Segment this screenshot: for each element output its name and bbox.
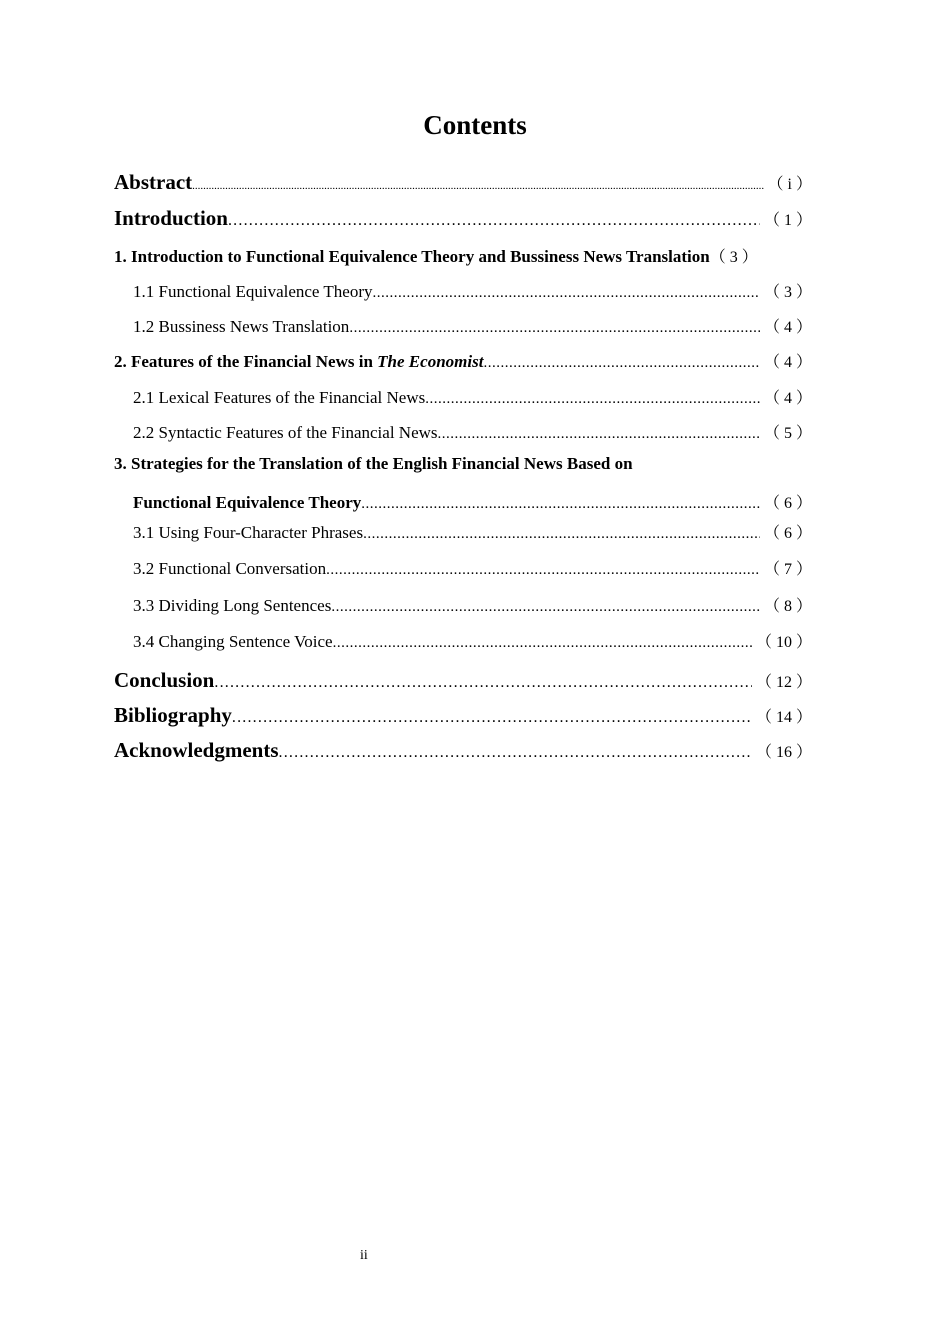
toc-entry-introduction[interactable]: [114, 206, 812, 231]
toc-page-number: （ 10 ）: [755, 634, 812, 651]
toc-label: 3.4 Changing Sentence Voice: [133, 632, 333, 651]
toc-entry-section-3-3[interactable]: [133, 593, 812, 616]
toc-page-number: （ 8 ）: [763, 598, 812, 615]
dot-leader: [279, 744, 752, 762]
toc-label: Conclusion: [114, 668, 215, 692]
dot-leader: [333, 635, 752, 652]
toc-label: 1.2 Bussiness News Translation: [133, 317, 350, 336]
toc-page-number: （ 4 ）: [763, 390, 812, 407]
toc-entry-chapter-1[interactable]: [114, 244, 828, 267]
dot-leader: [363, 526, 760, 543]
toc-label: 3.1 Using Four-Character Phrases: [133, 523, 364, 542]
toc-label-italic: The Economist: [377, 352, 484, 371]
toc-label: Introduction: [114, 206, 228, 230]
toc-page-number: （ 4 ）: [763, 354, 812, 371]
toc-label: [114, 352, 483, 372]
toc-entry-chapter-3-continued[interactable]: [133, 490, 812, 513]
toc-entry-section-2-1[interactable]: [133, 385, 812, 408]
toc-entry-section-3-2[interactable]: [133, 556, 812, 579]
dot-leader: [373, 285, 760, 302]
dot-leader: [425, 391, 760, 408]
toc-page-number: （ i ）: [767, 176, 812, 193]
toc-label: Bibliography: [114, 703, 232, 727]
toc-label: Acknowledgments: [114, 738, 279, 762]
toc-label: 3.3 Dividing Long Sentences: [133, 596, 332, 615]
toc-page-number: （ 6 ）: [763, 495, 812, 512]
toc-entry-section-1-1[interactable]: [133, 279, 812, 302]
toc-entry-chapter-3[interactable]: [114, 454, 828, 474]
toc-page-number: （ 14 ）: [755, 709, 812, 726]
dot-leader: [232, 709, 752, 727]
dot-leader: [192, 180, 763, 192]
toc-label: 2.2 Syntactic Features of the Financial News: [133, 423, 438, 442]
dot-leader: [214, 674, 752, 692]
toc-entry-bibliography[interactable]: [114, 703, 812, 728]
dot-leader: [438, 426, 760, 443]
toc-page-number: （ 6 ）: [763, 525, 812, 542]
toc-page-number: （ 3 ）: [763, 284, 812, 301]
toc-entry-section-2-2[interactable]: [133, 420, 812, 443]
toc-label: 1. Introduction to Functional Equivalence Theory and Bussiness News Translation: [114, 247, 710, 266]
dot-leader: [349, 320, 760, 337]
toc-entry-section-1-2[interactable]: [133, 314, 812, 337]
toc-label-prefix: 2. Features of the Financial News in: [114, 352, 378, 371]
footer-page-number: ii: [360, 1248, 368, 1263]
toc-entry-section-3-4[interactable]: [133, 629, 812, 652]
toc-label: 2.1 Lexical Features of the Financial News: [133, 388, 426, 407]
toc-label: 1.1 Functional Equivalence Theory: [133, 282, 373, 301]
toc-entry-abstract[interactable]: [114, 170, 812, 195]
toc-page-number: （ 7 ）: [763, 561, 812, 578]
dot-leader: [228, 212, 760, 230]
toc-label: 3.2 Functional Conversation: [133, 559, 327, 578]
toc-page-number: （ 3 ）: [709, 249, 758, 266]
toc-entry-chapter-2[interactable]: [114, 349, 812, 372]
toc-label: 3. Strategies for the Translation of the English Financial News Based on: [114, 454, 633, 473]
dot-leader: [483, 355, 760, 372]
toc-entry-section-3-1[interactable]: [133, 520, 812, 543]
toc-entry-acknowledgments[interactable]: [114, 738, 812, 763]
toc-label: Functional Equivalence Theory: [133, 493, 362, 512]
toc-page-number: （ 1 ）: [763, 212, 812, 229]
dot-leader: [331, 599, 760, 616]
toc-entry-conclusion[interactable]: [114, 668, 812, 693]
toc-page-number: （ 4 ）: [763, 319, 812, 336]
dot-leader: [326, 562, 760, 579]
toc-page-number: （ 5 ）: [763, 425, 812, 442]
toc-page-number: （ 12 ）: [755, 674, 812, 691]
toc-label: Abstract: [114, 170, 193, 194]
dot-leader: [361, 496, 760, 513]
page-title: Contents: [423, 110, 527, 140]
toc-page-number: （ 16 ）: [755, 744, 812, 761]
